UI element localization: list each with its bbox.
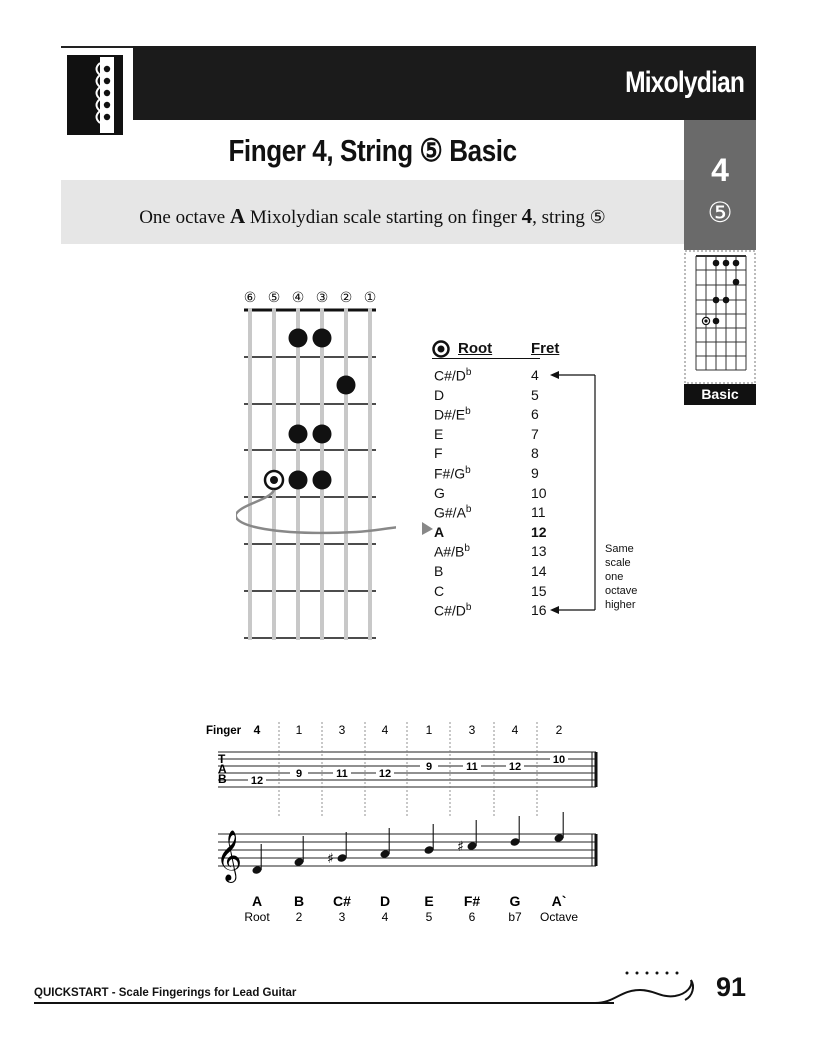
tab-fret-number: 12 (508, 761, 522, 773)
note-cell: D#/E (434, 406, 466, 423)
page-number: 91 (716, 972, 747, 1002)
fret-cell: 6 (531, 406, 539, 423)
finger-number: 3 (338, 723, 346, 737)
side-tab-string: ⑤ (707, 196, 733, 229)
sharp-sign-icon: ♯ (457, 839, 464, 855)
finger-label: Finger (206, 725, 242, 737)
fret-cell: 7 (531, 425, 539, 442)
octave-annotation (605, 542, 637, 612)
string-label-5: ⑤ (267, 290, 281, 306)
subtitle-suffix: , string (532, 207, 590, 228)
treble-clef-icon: 𝄞 (216, 830, 243, 881)
note-cell: A#/B (434, 544, 465, 561)
tab-fret-number: 9 (295, 768, 303, 780)
flat-sign: b (465, 367, 472, 378)
section-title: Mixolydian (625, 66, 744, 99)
note-name: F# (463, 893, 481, 909)
fret-cell: 8 (531, 445, 539, 462)
fret-cell: 14 (531, 563, 547, 579)
guitar-curve-icon (595, 968, 705, 1013)
fret-cell: 15 (531, 582, 547, 599)
side-tab (684, 120, 756, 250)
note-cell: D (434, 386, 445, 403)
sharp-sign-icon: ♯ (327, 851, 334, 867)
tab-letter: T (218, 752, 226, 766)
fret-cell: 4 (531, 367, 539, 383)
string-label-4: ④ (291, 290, 305, 306)
subtitle-string: ⑤ (589, 207, 606, 228)
tab-fret-number: 10 (552, 754, 566, 766)
footer-rule (34, 1002, 614, 1004)
scale-degree: 2 (295, 910, 303, 924)
fret-cell: 9 (531, 465, 539, 481)
scale-degree: b7 (508, 910, 522, 924)
string-label-2: ② (339, 290, 353, 306)
subtitle-root: A (229, 204, 246, 228)
note-name: B (293, 893, 305, 909)
finger-number: 4 (381, 723, 389, 737)
flat-sign: b (465, 602, 472, 614)
fret-cell: 16 (531, 602, 547, 619)
note-cell: C#/D (434, 602, 466, 619)
fret-cell: 5 (531, 386, 539, 403)
finger-number: 1 (295, 723, 303, 737)
header-rule (61, 46, 133, 48)
note-name: E (424, 893, 434, 909)
table-header-rule (432, 358, 540, 359)
subtitle-prefix: One octave (139, 207, 230, 228)
note-cell: A (434, 523, 445, 540)
string-label-1: ① (363, 290, 377, 306)
annotation-line: Same (605, 543, 634, 555)
fret-column-header: Fret (531, 340, 560, 357)
fret-cell: 12 (531, 523, 547, 540)
finger-number: 1 (425, 723, 433, 737)
footer-title: QUICKSTART - Scale Fingerings for Lead Guitar (34, 987, 297, 999)
root-column-header: Root (458, 340, 493, 357)
tab-staff (204, 718, 614, 938)
side-tab-finger: 4 (711, 152, 729, 188)
annotation-line: one (605, 571, 624, 583)
page-title-text: Finger 4, String ⑤ Basic (228, 133, 517, 168)
annotation-line: scale (605, 557, 631, 569)
flat-sign: b (465, 504, 472, 516)
mini-fretboard-icon (684, 250, 756, 389)
subtitle (61, 204, 684, 229)
subtitle-middle: Mixolydian scale starting on finger (245, 207, 522, 228)
root-arrow-icon (236, 286, 436, 551)
string-label-3: ③ (315, 290, 329, 306)
flat-sign: b (465, 465, 471, 476)
finger-number: 2 (555, 723, 563, 737)
fret-cell: 13 (531, 543, 547, 560)
tab-letter: A (218, 762, 227, 776)
tab-fret-number: 11 (466, 761, 478, 773)
fret-cell: 11 (531, 504, 546, 521)
flat-sign: b (465, 406, 471, 418)
note-name: A` (551, 893, 567, 909)
tab-fret-number: 11 (336, 768, 348, 780)
tab-fret-number: 9 (425, 761, 433, 773)
fret-cell: 10 (531, 484, 547, 501)
finger-number: 4 (511, 723, 519, 737)
note-name: C# (333, 893, 351, 909)
page-title (0, 133, 745, 169)
finger-number: 3 (468, 723, 476, 737)
tab-fret-number: 12 (378, 768, 392, 780)
note-cell: F#/G (434, 465, 466, 482)
note-cell: C#/D (434, 367, 466, 384)
scale-degree: 3 (338, 910, 346, 924)
note-cell: B (434, 563, 444, 579)
note-cell: F (434, 445, 443, 462)
tab-notation (204, 718, 614, 938)
scale-degree: 6 (468, 910, 476, 924)
note-cell: E (434, 425, 444, 442)
scale-degree: 5 (425, 910, 433, 924)
tab-fret-number: 12 (250, 775, 264, 787)
subtitle-finger: 4 (521, 204, 533, 228)
level-badge: Basic (684, 384, 756, 405)
note-name: D (379, 893, 391, 909)
scale-degree: Octave (539, 910, 579, 924)
octave-bracket (540, 365, 610, 620)
scale-degree: Root (244, 910, 270, 924)
note-cell: G (434, 484, 445, 501)
guitar-neck-logo-icon (67, 55, 123, 135)
string-label-6: ⑥ (243, 290, 257, 306)
tab-letter: B (218, 772, 227, 786)
note-cell: G#/A (434, 504, 466, 521)
annotation-line: octave (605, 585, 638, 597)
scale-degree: 4 (381, 910, 389, 924)
flat-sign: b (464, 543, 470, 555)
finger-number: 4 (253, 723, 261, 737)
annotation-line: higher (605, 599, 636, 611)
note-name: A (251, 893, 263, 909)
note-cell: C (434, 582, 445, 599)
root-marker-icon (432, 340, 450, 363)
note-name: G (509, 893, 521, 909)
